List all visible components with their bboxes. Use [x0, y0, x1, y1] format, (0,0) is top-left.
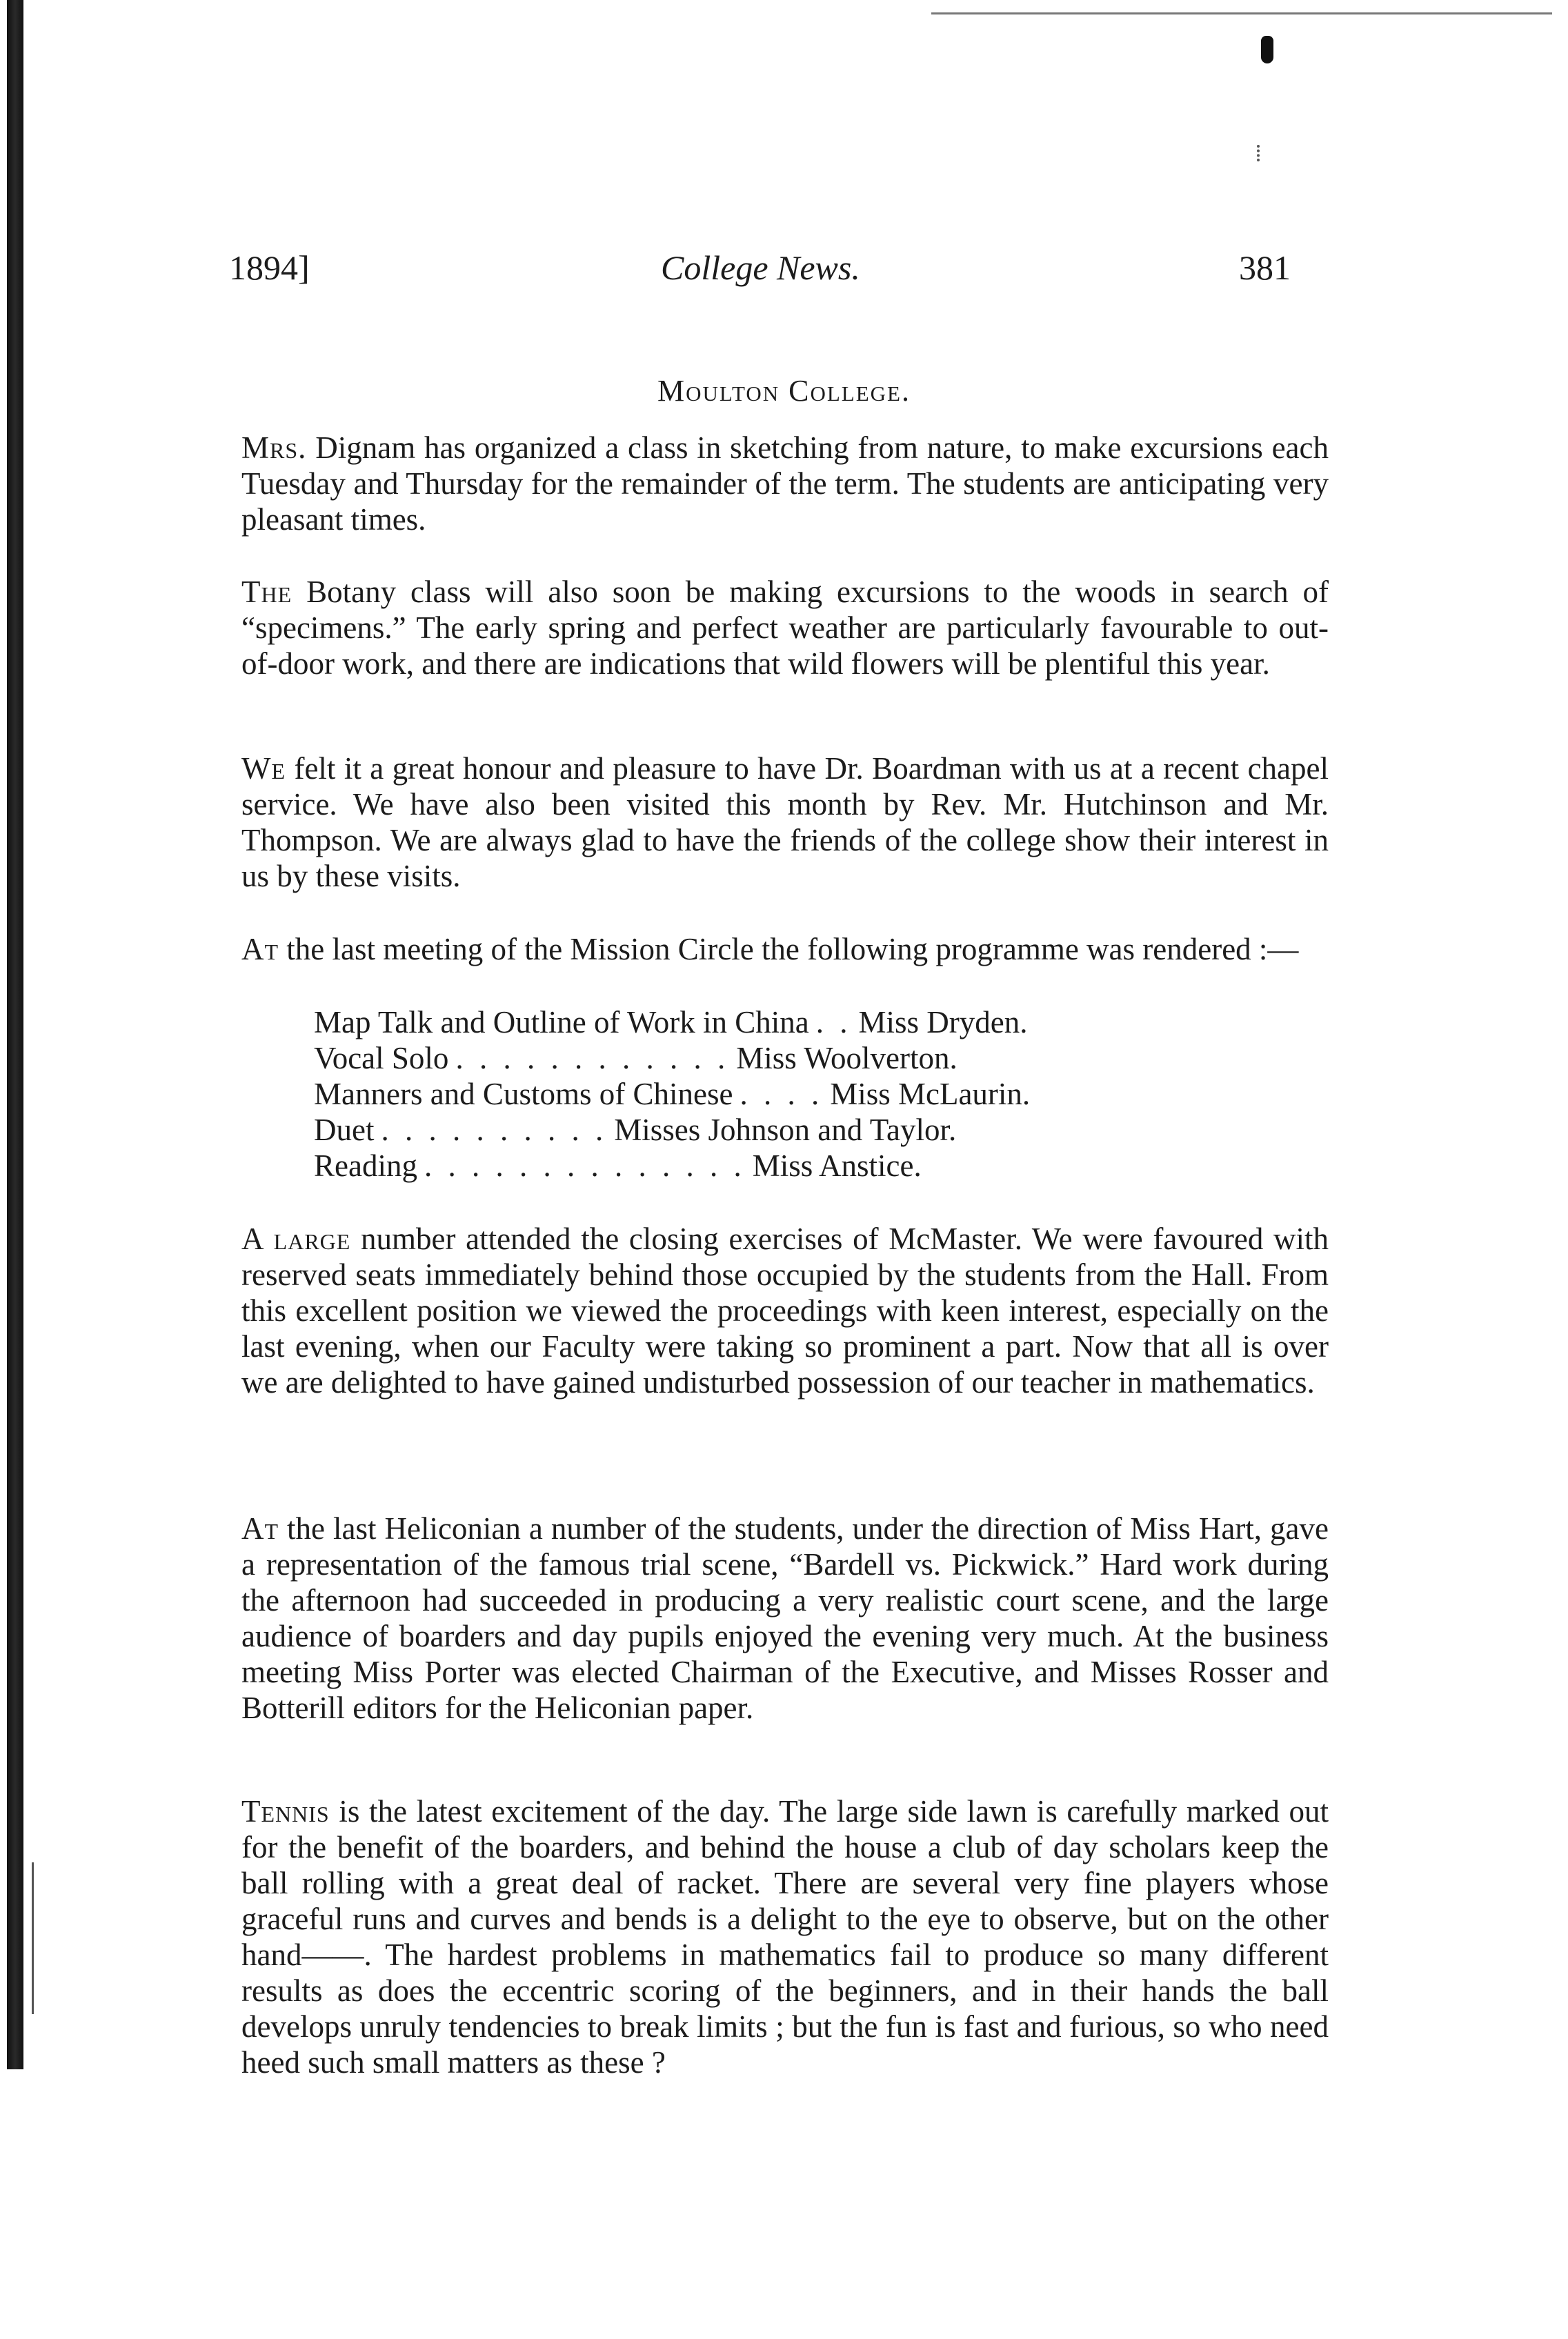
- paragraph-lead: At: [241, 932, 279, 966]
- programme-row: [314, 1004, 1349, 1040]
- programme-item: Reading: [314, 1148, 417, 1183]
- paragraph-lead: The: [241, 575, 292, 609]
- leader-dots: . . . .: [740, 1077, 824, 1111]
- programme-row: [314, 1040, 1349, 1076]
- programme-item: Vocal Solo: [314, 1041, 449, 1075]
- programme-item: Manners and Customs of Chinese: [314, 1077, 733, 1111]
- paragraph-tennis: [241, 1793, 1329, 2080]
- programme-item: Map Talk and Outline of Work in China: [314, 1005, 809, 1039]
- paragraph-body: felt it a great honour and pleasure to have Dr. Boardman with us at a recent chapel service. We have also been visited this month by Rev. Mr. Hutchinson and Mr. Thompson. We are always glad to have the friends of the college show their interest in us by these visits.: [241, 751, 1329, 893]
- paragraph-lead: Mrs.: [241, 430, 307, 465]
- running-head-title: College News.: [661, 248, 860, 287]
- programme-performer: Miss Anstice.: [752, 1148, 922, 1183]
- programme-item: Duet: [314, 1113, 375, 1147]
- ink-mark: [1261, 36, 1273, 63]
- leader-dots: . .: [815, 1005, 852, 1039]
- paragraph-mcmaster-exercises: [241, 1221, 1329, 1400]
- paragraph-sketching-class: [241, 430, 1329, 537]
- scan-border-mark: [32, 1862, 34, 2014]
- paragraph-body: Dignam has organized a class in sketching from nature, to make excursions each Tuesday and Thursday for the remainder of the term. The students are anticipating very pleasant times.: [241, 430, 1329, 537]
- top-rule: [931, 12, 1552, 14]
- programme-row: [314, 1148, 1349, 1184]
- paragraph-body: is the latest excitement of the day. The large side lawn is carefully marked out for the benefit of the boarders, and behind the house a club of day scholars keep the ball rolling with a great deal of racket. There are several very fine players whose graceful runs and curves and bends is a delight to the eye to observe, but on the other hand——. The hardest problems in mathematics fail to produce so many different results as does the eccentric scoring of the beginners, and in their hands the ball develops unruly tendencies to break limits ; but the fun is fast and furious, so who need heed such small matters as these ?: [241, 1794, 1329, 2080]
- paragraph-heliconian: [241, 1511, 1329, 1726]
- paragraph-lead: At: [241, 1511, 279, 1546]
- paragraph-lead: We: [241, 751, 286, 786]
- paragraph-visitors: [241, 750, 1329, 894]
- programme-performer: Miss Dryden.: [858, 1005, 1028, 1039]
- paragraph-mission-circle: [241, 931, 1329, 967]
- paragraph-lead: A large: [241, 1222, 351, 1256]
- paragraph-botany-class: [241, 574, 1329, 681]
- paragraph-body: number attended the closing exercises of McMaster. We were favoured with reserved seats immediately behind those occupied by the students from the Hall. From this excellent position we viewed the proceedings with keen interest, especially on the last evening, when our Faculty were taking so prominent a part. Now that all is over we are delighted to have gained undisturbed possession of our teacher in mathematics.: [241, 1222, 1329, 1400]
- programme-list: [314, 1004, 1349, 1184]
- paragraph-body: the last meeting of the Mission Circle the following programme was rendered :—: [279, 932, 1299, 966]
- programme-performer: Miss Woolverton.: [736, 1041, 957, 1075]
- programme-performer: Misses Johnson and Taylor.: [614, 1113, 957, 1147]
- programme-row: [314, 1076, 1349, 1112]
- page-number: 381: [1239, 248, 1291, 287]
- ink-dots: [1257, 145, 1263, 161]
- paragraph-body: the last Heliconian a number of the students, under the direction of Miss Hart, gave a representation of the famous trial scene, “Bardell vs. Pickwick.” Hard work during the afternoon had succeeded in producing a very realistic court scene, and the large audience of boarders and day pupils enjoyed the evening very much. At the business meeting Miss Porter was elected Chairman of the Executive, and Misses Rosser and Botterill editors for the Heliconian paper.: [241, 1511, 1329, 1725]
- running-head-year: 1894]: [229, 248, 310, 287]
- leader-dots: . . . . . . . . . . . . . .: [424, 1148, 746, 1183]
- programme-performer: Miss McLaurin.: [830, 1077, 1031, 1111]
- programme-row: [314, 1112, 1349, 1148]
- leader-dots: . . . . . . . . . .: [381, 1113, 608, 1147]
- paragraph-body: Botany class will also soon be making excursions to the woods in search of “specimens.” The early spring and perfect weather are particularly favourable to out-of-door work, and there are indications that wild flowers will be plentiful this year.: [241, 575, 1329, 681]
- section-heading: Moulton College.: [657, 374, 911, 408]
- paragraph-lead: Tennis: [241, 1794, 330, 1829]
- scan-border: [7, 0, 23, 2069]
- leader-dots: . . . . . . . . . . . .: [455, 1041, 730, 1075]
